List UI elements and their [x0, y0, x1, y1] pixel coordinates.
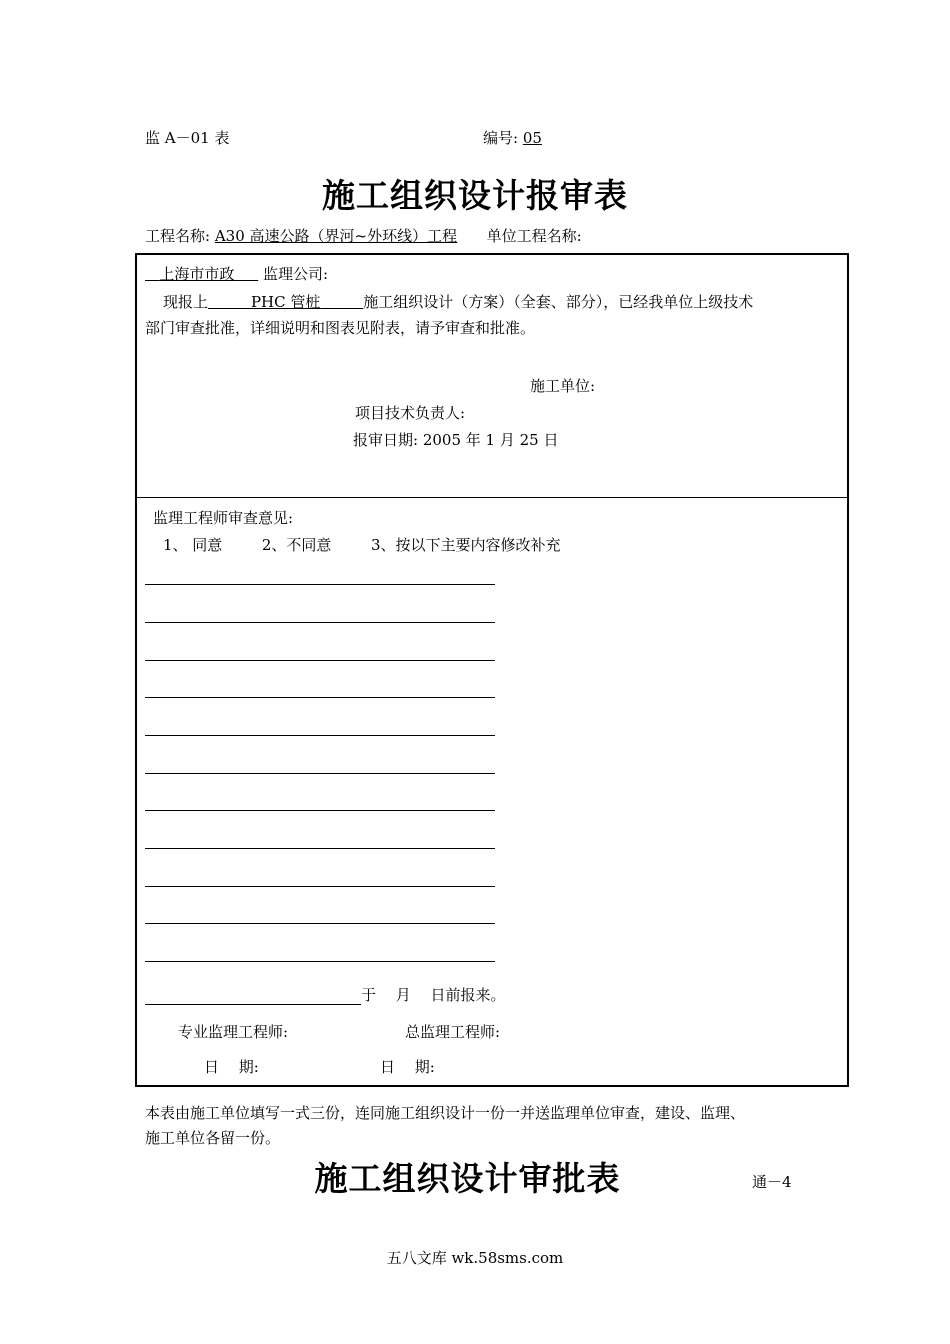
review-options	[163, 534, 561, 555]
unit-name-label: 单位工程名称:	[486, 227, 582, 245]
report-suffix: 施工组织设计（方案）（全套、部分），已经我单位上级技术	[363, 293, 754, 311]
report-date-label: 报审日期:	[353, 431, 419, 449]
footer-watermark: 五八文库 wk.58sms.com	[386, 1249, 564, 1267]
report-line-2: 部门审查批准，详细说明和图表见附表，请予审查和批准。	[145, 319, 536, 337]
section-divider	[135, 497, 849, 498]
report-prefix: 现报上	[163, 293, 209, 311]
comment-line[interactable]	[145, 660, 495, 661]
second-form-code: 通－4	[752, 1173, 792, 1191]
comment-line[interactable]	[145, 848, 495, 849]
option-agree: 1、 同意	[163, 536, 223, 554]
comment-line[interactable]	[145, 923, 495, 924]
recipient-line	[145, 263, 328, 284]
recipient-value: 上海市市政	[159, 265, 235, 283]
comment-line[interactable]	[145, 584, 495, 585]
number-label: 编号:	[483, 129, 519, 147]
comment-line[interactable]	[145, 961, 495, 962]
report-date	[353, 429, 559, 450]
deadline-blank[interactable]	[145, 988, 361, 1005]
recipient-suffix: 监理公司:	[262, 265, 329, 283]
project-name-label: 工程名称:	[145, 227, 211, 245]
chief-engineer-label: 总监理工程师:	[405, 1023, 501, 1041]
report-subject: PHC 管桩	[250, 293, 321, 311]
comment-line[interactable]	[145, 697, 495, 698]
review-heading: 监理工程师审查意见:	[153, 509, 294, 527]
chief-date-label: 日 期:	[380, 1058, 435, 1076]
report-date-value: 2005 年 1 月 25 日	[422, 431, 559, 449]
project-line	[145, 225, 582, 246]
option-revise: 3、按以下主要内容修改补充	[370, 536, 561, 554]
project-name-value: A30 高速公路（界河~外环线）工程	[214, 227, 458, 245]
option-disagree: 2、不同意	[261, 536, 332, 554]
form-code: 监 A－01 表	[145, 129, 230, 147]
note-line-2: 施工单位各留一份。	[145, 1129, 281, 1147]
comment-line[interactable]	[145, 886, 495, 887]
page-title: 施工组织设计报审表	[322, 176, 628, 215]
contractor-label: 施工单位:	[530, 377, 596, 395]
specialist-date-label: 日 期:	[204, 1058, 259, 1076]
comment-line[interactable]	[145, 773, 495, 774]
comment-line[interactable]	[145, 810, 495, 811]
specialist-engineer-label: 专业监理工程师:	[178, 1023, 289, 1041]
number-value: 05	[522, 129, 542, 147]
tech-lead-label: 项目技术负责人:	[355, 404, 466, 422]
second-title: 施工组织设计审批表	[314, 1159, 621, 1198]
comment-line[interactable]	[145, 735, 495, 736]
comment-line[interactable]	[145, 622, 495, 623]
deadline-text: 于 月 日前报来。	[361, 986, 506, 1004]
note-line-1: 本表由施工单位填写一式三份，连同施工组织设计一份一并送监理单位审查，建设、监理、	[145, 1104, 746, 1122]
deadline-line	[145, 984, 506, 1005]
report-line-1	[163, 291, 753, 312]
form-number	[483, 127, 542, 148]
